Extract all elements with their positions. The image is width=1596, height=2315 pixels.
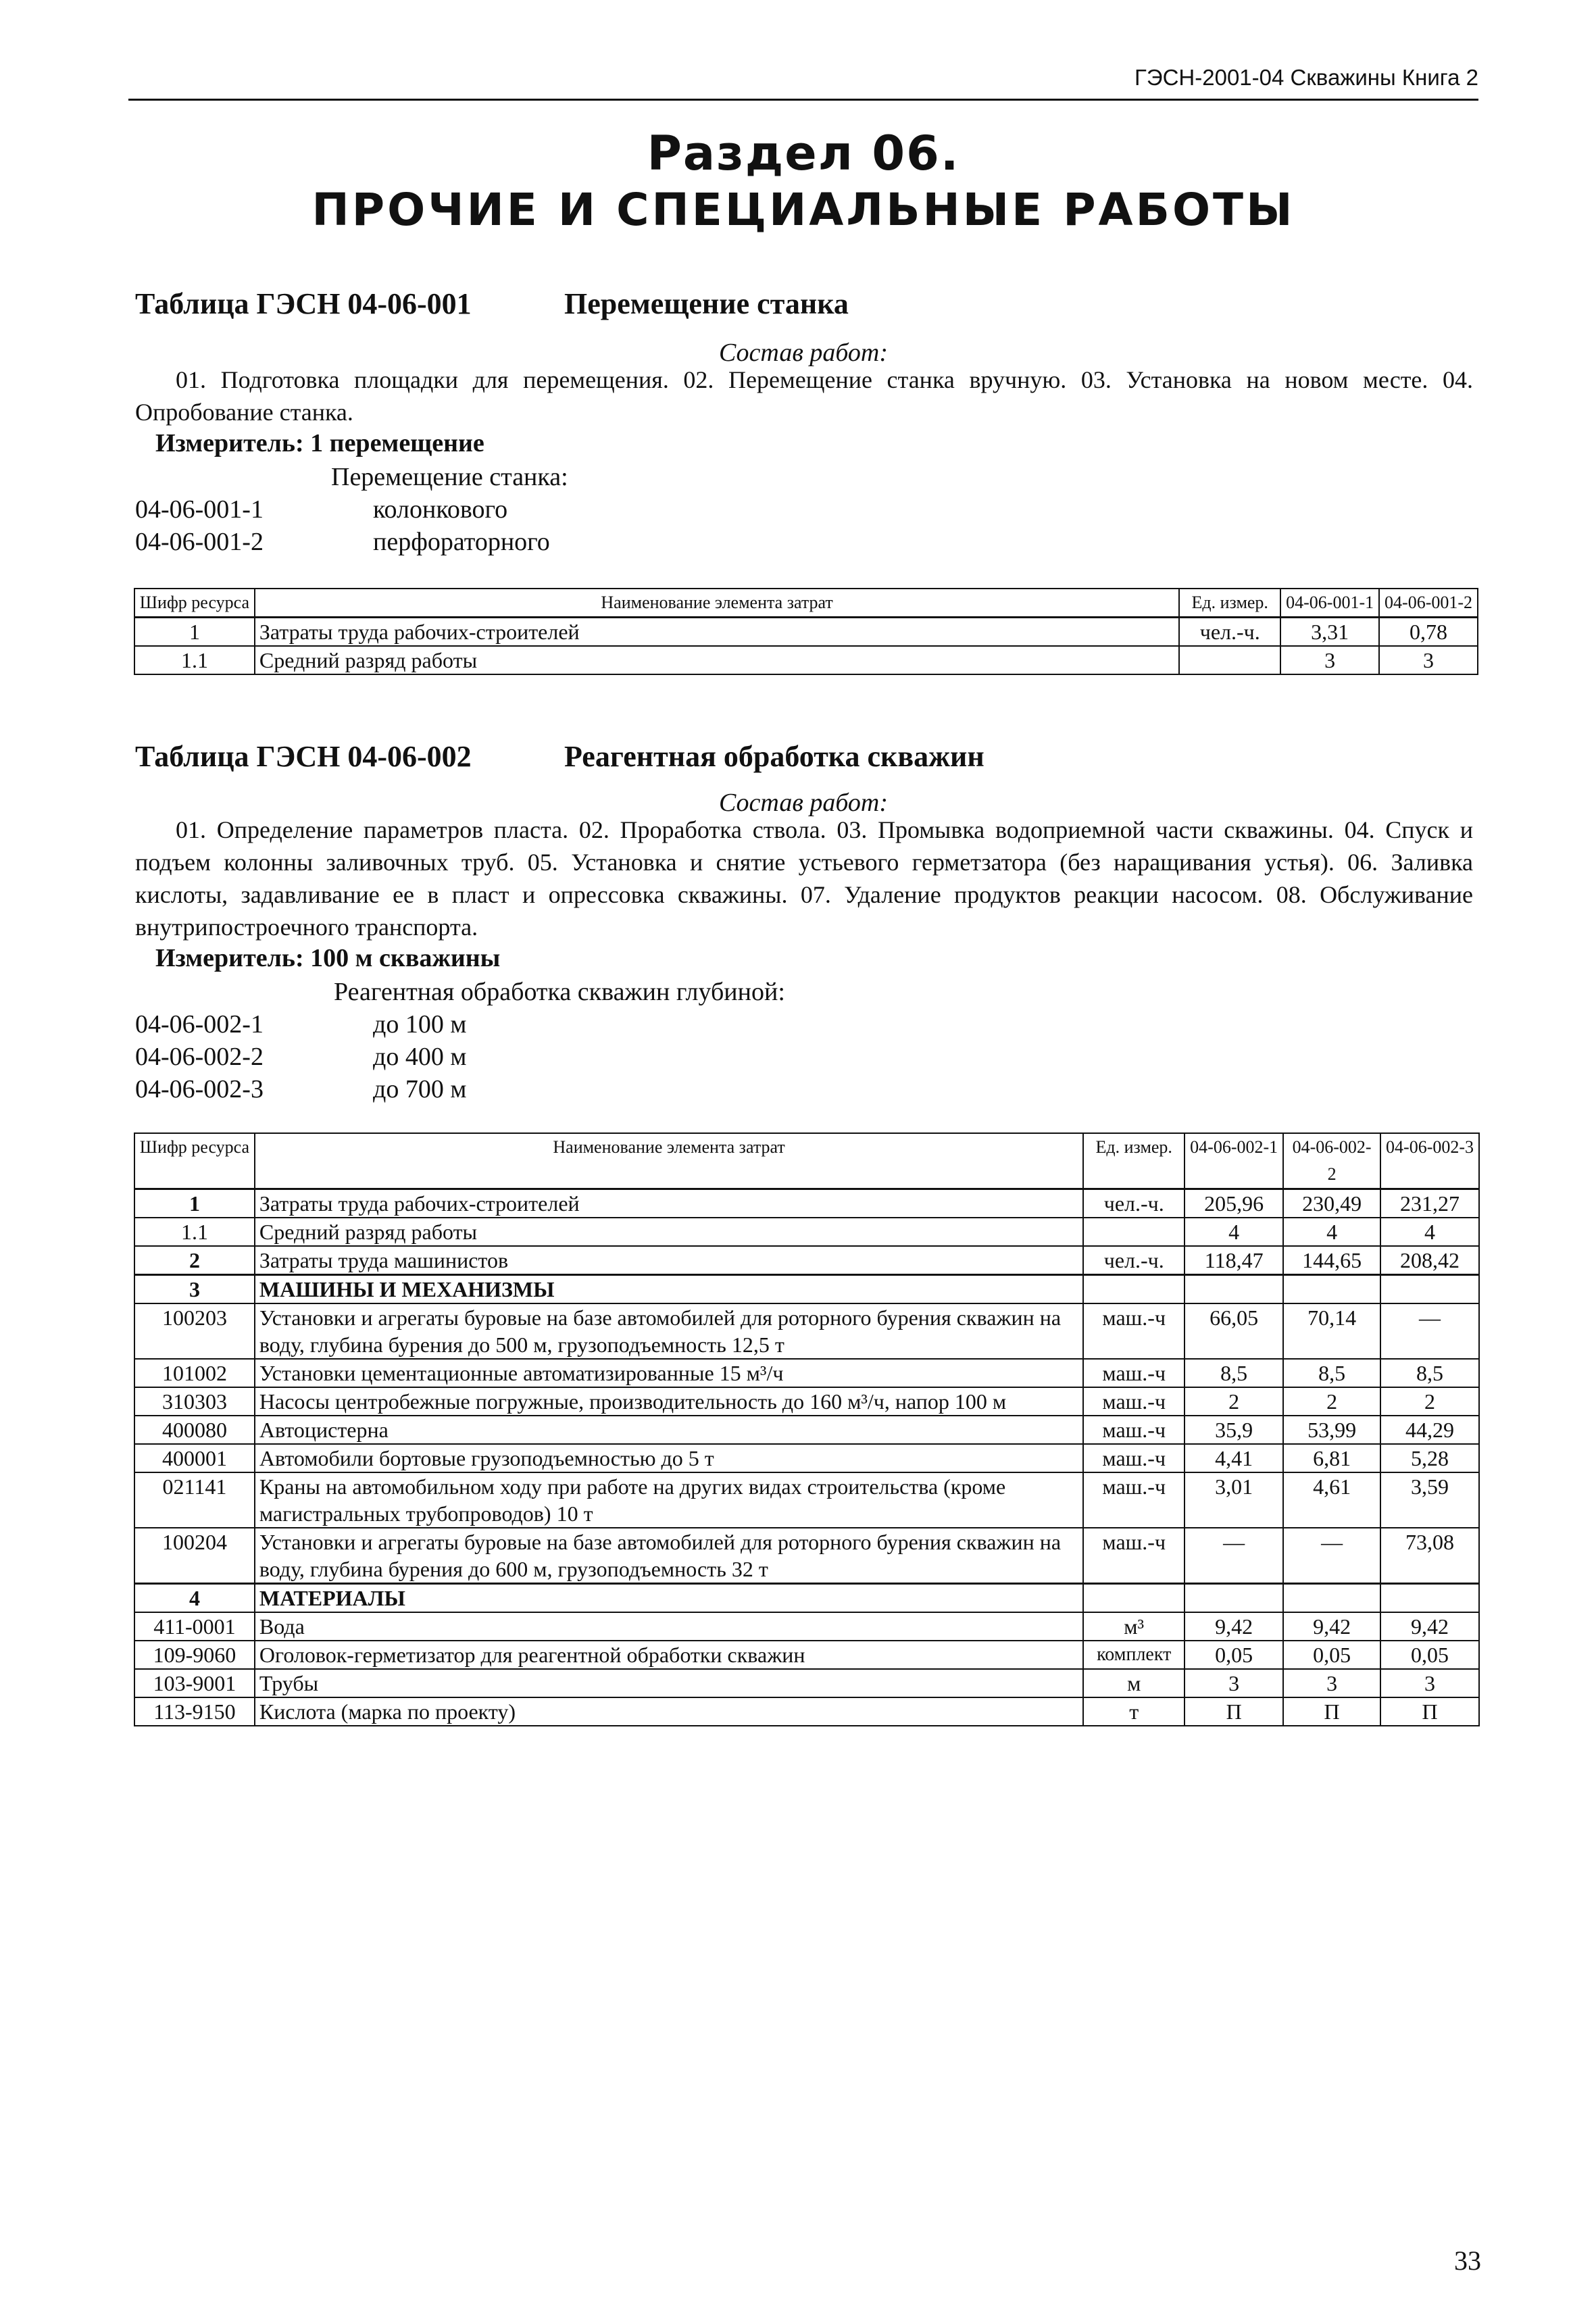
col-cipher-header: Шифр ресурса — [134, 589, 255, 618]
cell-value: 8,5 — [1380, 1359, 1479, 1387]
item-code: 04-06-002-2 — [135, 1043, 264, 1071]
cell-value: 9,42 — [1184, 1612, 1283, 1641]
table-row — [134, 618, 1478, 647]
item-code: 04-06-002-3 — [135, 1075, 264, 1103]
table-group-row — [134, 1275, 1479, 1304]
table1-code: Таблица ГЭСН 04-06-001 — [135, 287, 472, 320]
table1-measure: Измеритель: 1 перемещение — [155, 429, 484, 457]
cell-value: 2 — [1184, 1387, 1283, 1416]
item-code: 04-06-001-1 — [135, 495, 264, 524]
cell-cipher: 1.1 — [134, 646, 255, 674]
cell-cipher: 113-9150 — [134, 1697, 255, 1726]
cell-unit — [1083, 1584, 1184, 1613]
col-norm-1-header: 04-06-001-1 — [1280, 589, 1379, 618]
table2-item — [135, 1042, 467, 1072]
cell-cipher: 400080 — [134, 1416, 255, 1444]
table-row — [134, 1641, 1479, 1669]
table1-subheading: Перемещение станка: — [331, 463, 568, 491]
table1-heading — [135, 287, 849, 321]
cell-value: 9,42 — [1380, 1612, 1479, 1641]
cell-cipher: 310303 — [134, 1387, 255, 1416]
col-norm-3-header: 04-06-002-3 — [1380, 1133, 1479, 1189]
cell-value: 3 — [1280, 646, 1379, 674]
cell-value: 4,61 — [1283, 1472, 1380, 1528]
col-norm-1-header: 04-06-002-1 — [1184, 1133, 1283, 1189]
cell-cipher: 103-9001 — [134, 1669, 255, 1697]
col-unit-header: Ед. измер. — [1179, 589, 1280, 618]
cell-unit — [1179, 646, 1280, 674]
table-row — [134, 1218, 1479, 1246]
cell-name: МАШИНЫ И МЕХАНИЗМЫ — [255, 1275, 1083, 1304]
cell-value: 35,9 — [1184, 1416, 1283, 1444]
item-label: до 700 м — [373, 1075, 467, 1103]
cell-value: — — [1380, 1303, 1479, 1359]
cell-name: МАТЕРИАЛЫ — [255, 1584, 1083, 1613]
cell-name: Затраты труда машинистов — [255, 1246, 1083, 1275]
cell-value: 66,05 — [1184, 1303, 1283, 1359]
cell-cipher: 100203 — [134, 1303, 255, 1359]
cell-name: Трубы — [255, 1669, 1083, 1697]
col-name-header: Наименование элемента затрат — [255, 589, 1179, 618]
col-cipher-header: Шифр ресурса — [134, 1133, 255, 1189]
cell-value — [1184, 1584, 1283, 1613]
table-row — [134, 1612, 1479, 1641]
cell-value: 208,42 — [1380, 1246, 1479, 1275]
cell-cipher: 400001 — [134, 1444, 255, 1472]
cell-name: Автомобили бортовые грузоподъемностью до 5 т — [255, 1444, 1083, 1472]
cell-cipher: 109-9060 — [134, 1641, 255, 1669]
cell-name: Средний разряд работы — [255, 646, 1179, 674]
table1-norms — [134, 588, 1478, 675]
cell-value: 3 — [1184, 1669, 1283, 1697]
cell-name: Оголовок-герметизатор для реагентной обработки скважин — [255, 1641, 1083, 1669]
cell-value: 230,49 — [1283, 1189, 1380, 1218]
table-row — [134, 1444, 1479, 1472]
cell-value: — — [1283, 1528, 1380, 1584]
cell-cipher: 100204 — [134, 1528, 255, 1584]
cell-value: 70,14 — [1283, 1303, 1380, 1359]
cell-value: 9,42 — [1283, 1612, 1380, 1641]
cell-value: 8,5 — [1184, 1359, 1283, 1387]
cell-cipher: 2 — [134, 1246, 255, 1275]
col-unit-header: Ед. измер. — [1083, 1133, 1184, 1189]
cell-value: 53,99 — [1283, 1416, 1380, 1444]
table1-composition-label: Состав работ: — [718, 339, 889, 367]
cell-value: 144,65 — [1283, 1246, 1380, 1275]
cell-value: 0,05 — [1380, 1641, 1479, 1669]
table-row — [134, 1669, 1479, 1697]
cell-name: Насосы центробежные погружные, производительность до 160 м³/ч, напор 100 м — [255, 1387, 1083, 1416]
cell-value: 4 — [1380, 1218, 1479, 1246]
table-header-row — [134, 1133, 1479, 1189]
table2-subheading: Реагентная обработка скважин глубиной: — [334, 978, 785, 1006]
cell-value: 3 — [1379, 646, 1478, 674]
table-row — [134, 646, 1478, 674]
table2-composition-label: Состав работ: — [718, 789, 889, 817]
cell-value: 4 — [1283, 1218, 1380, 1246]
cell-value: 3 — [1380, 1669, 1479, 1697]
table1-title: Перемещение станка — [564, 287, 849, 320]
cell-value: 73,08 — [1380, 1528, 1479, 1584]
cell-value — [1283, 1584, 1380, 1613]
section-title: ПРОЧИЕ И СПЕЦИАЛЬНЫЕ РАБОТЫ — [311, 184, 1295, 236]
table-row — [134, 1416, 1479, 1444]
table2-composition: 01. Определение параметров пласта. 02. Проработка ствола. 03. Промывка водоприемной части скважины. 04. Спуск и подъем колонны заливочных труб. 05. Установка и снятие устьевого герметзатора (без наращивания устья). 06. Заливка кислоты, задавливание ее в пласт и опрессовка скважины. 07. Удаление продуктов реакции насосом. 08. Обслуживание внутрипостроечного транспорта. — [135, 816, 1473, 941]
cell-name: Затраты труда рабочих-строителей — [255, 1189, 1083, 1218]
table2-code: Таблица ГЭСН 04-06-002 — [135, 740, 472, 773]
cell-cipher: 101002 — [134, 1359, 255, 1387]
cell-value — [1184, 1275, 1283, 1304]
cell-value: 4,41 — [1184, 1444, 1283, 1472]
cell-value: 118,47 — [1184, 1246, 1283, 1275]
table-row — [134, 1303, 1479, 1359]
cell-cipher: 411-0001 — [134, 1612, 255, 1641]
table-group-row — [134, 1584, 1479, 1613]
cell-unit: маш.-ч — [1083, 1359, 1184, 1387]
table2-heading — [135, 739, 984, 774]
cell-value: П — [1380, 1697, 1479, 1726]
cell-value: 6,81 — [1283, 1444, 1380, 1472]
cell-value: 0,78 — [1379, 618, 1478, 647]
table-row — [134, 1697, 1479, 1726]
cell-name: Автоцистерна — [255, 1416, 1083, 1444]
table1-item — [135, 527, 550, 557]
cell-unit: м — [1083, 1669, 1184, 1697]
cell-unit: м³ — [1083, 1612, 1184, 1641]
table-header-row — [134, 589, 1478, 618]
cell-unit: т — [1083, 1697, 1184, 1726]
cell-value: 3,31 — [1280, 618, 1379, 647]
item-label: до 400 м — [373, 1043, 467, 1071]
cell-value — [1380, 1584, 1479, 1613]
cell-unit: чел.-ч. — [1083, 1189, 1184, 1218]
cell-value: 3 — [1283, 1669, 1380, 1697]
cell-name: Установки цементационные автоматизированные 15 м³/ч — [255, 1359, 1083, 1387]
table1-item — [135, 495, 508, 524]
page-number: 33 — [1454, 2245, 1481, 2276]
table2-item — [135, 1074, 467, 1104]
cell-value: 5,28 — [1380, 1444, 1479, 1472]
cell-unit: маш.-ч — [1083, 1444, 1184, 1472]
col-name-header: Наименование элемента затрат — [255, 1133, 1083, 1189]
item-label: колонкового — [373, 495, 508, 524]
table1-composition: 01. Подготовка площадки для перемещения. 02. Перемещение станка вручную. 03. Установка на новом месте. 04. Опробование станка. — [135, 366, 1473, 426]
cell-name: Кислота (марка по проекту) — [255, 1697, 1083, 1726]
cell-value: 2 — [1283, 1387, 1380, 1416]
cell-value: 4 — [1184, 1218, 1283, 1246]
cell-name: Краны на автомобильном ходу при работе на других видах строительства (кроме магистральных трубопроводов) 10 т — [255, 1472, 1083, 1528]
table-row — [134, 1528, 1479, 1584]
item-code: 04-06-002-1 — [135, 1010, 264, 1039]
table-row — [134, 1472, 1479, 1528]
cell-unit: комплект — [1083, 1641, 1184, 1669]
cell-value: 8,5 — [1283, 1359, 1380, 1387]
header-rule — [128, 99, 1478, 101]
cell-value: 3,01 — [1184, 1472, 1283, 1528]
cell-value: — — [1184, 1528, 1283, 1584]
cell-unit: маш.-ч — [1083, 1416, 1184, 1444]
cell-cipher: 1 — [134, 618, 255, 647]
section-number: Раздел 06. — [647, 126, 960, 181]
cell-unit: маш.-ч — [1083, 1387, 1184, 1416]
table2-title: Реагентная обработка скважин — [564, 740, 984, 773]
table2-norms — [134, 1132, 1480, 1726]
cell-value — [1380, 1275, 1479, 1304]
cell-name: Установки и агрегаты буровые на базе автомобилей для роторного бурения скважин на воду, глубина бурения до 600 м, грузоподъемность 32 т — [255, 1528, 1083, 1584]
table-row — [134, 1189, 1479, 1218]
cell-unit — [1083, 1275, 1184, 1304]
item-label: перфораторного — [373, 528, 550, 556]
table-row — [134, 1246, 1479, 1275]
cell-value — [1283, 1275, 1380, 1304]
cell-name: Затраты труда рабочих-строителей — [255, 618, 1179, 647]
table2-item — [135, 1010, 467, 1039]
cell-value: 44,29 — [1380, 1416, 1479, 1444]
cell-unit — [1083, 1218, 1184, 1246]
cell-name: Установки и агрегаты буровые на базе автомобилей для роторного бурения скважин на воду, глубина бурения до 500 м, грузоподъемность 12,5 т — [255, 1303, 1083, 1359]
cell-cipher: 4 — [134, 1584, 255, 1613]
cell-name: Вода — [255, 1612, 1083, 1641]
cell-value: 2 — [1380, 1387, 1479, 1416]
cell-unit: маш.-ч — [1083, 1472, 1184, 1528]
cell-name: Средний разряд работы — [255, 1218, 1083, 1246]
cell-cipher: 021141 — [134, 1472, 255, 1528]
cell-cipher: 1 — [134, 1189, 255, 1218]
cell-value: 3,59 — [1380, 1472, 1479, 1528]
cell-unit: чел.-ч. — [1179, 618, 1280, 647]
cell-unit: чел.-ч. — [1083, 1246, 1184, 1275]
running-header: ГЭСН-2001-04 Скважины Книга 2 — [1134, 65, 1478, 90]
cell-unit: маш.-ч — [1083, 1303, 1184, 1359]
item-label: до 100 м — [373, 1010, 467, 1039]
cell-value: 0,05 — [1184, 1641, 1283, 1669]
cell-cipher: 1.1 — [134, 1218, 255, 1246]
table2-measure: Измеритель: 100 м скважины — [155, 944, 501, 972]
cell-unit: маш.-ч — [1083, 1528, 1184, 1584]
cell-value: 205,96 — [1184, 1189, 1283, 1218]
cell-value: 231,27 — [1380, 1189, 1479, 1218]
col-norm-2-header: 04-06-002-2 — [1283, 1133, 1380, 1189]
col-norm-2-header: 04-06-001-2 — [1379, 589, 1478, 618]
cell-value: П — [1283, 1697, 1380, 1726]
cell-cipher: 3 — [134, 1275, 255, 1304]
cell-value: 0,05 — [1283, 1641, 1380, 1669]
item-code: 04-06-001-2 — [135, 528, 264, 556]
table-row — [134, 1359, 1479, 1387]
table-row — [134, 1387, 1479, 1416]
cell-value: П — [1184, 1697, 1283, 1726]
